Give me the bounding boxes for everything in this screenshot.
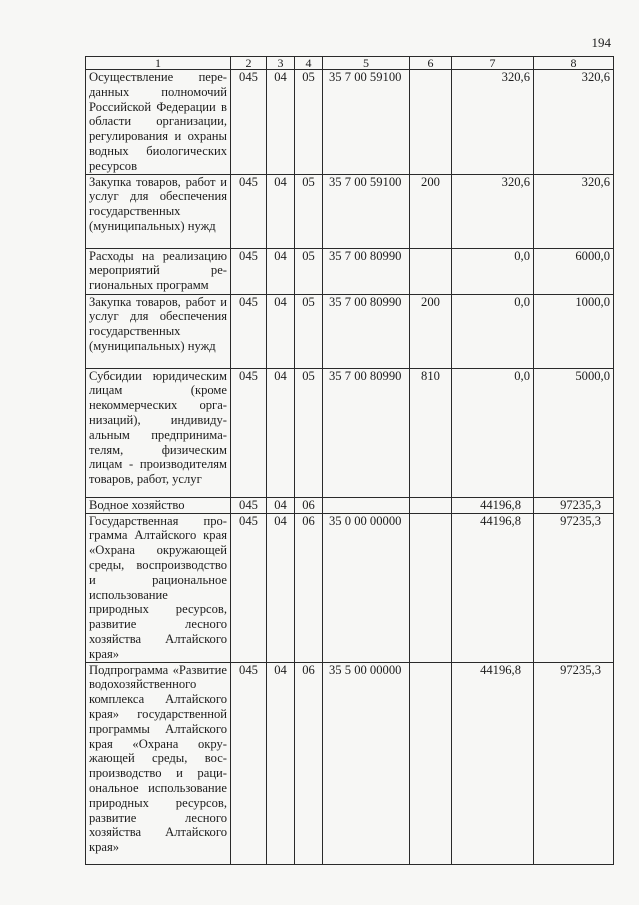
table-row (86, 294, 614, 368)
header-cell: 5 (323, 57, 410, 70)
amount-year-2: 320,6 (534, 174, 614, 248)
table-row (86, 174, 614, 248)
target-article-code: 35 7 00 80990 (323, 368, 410, 497)
ministry-code: 045 (231, 174, 267, 248)
section-code: 04 (267, 662, 295, 864)
amount-year-1: 0,0 (452, 248, 534, 294)
subsection-code: 06 (295, 513, 323, 662)
amount-year-2: 1000,0 (534, 294, 614, 368)
ministry-code: 045 (231, 497, 267, 513)
amount-year-2: 5000,0 (534, 368, 614, 497)
target-article-code (323, 497, 410, 513)
ministry-code: 045 (231, 248, 267, 294)
header-cell: 4 (295, 57, 323, 70)
amount-year-2: 97235,3 (534, 662, 614, 864)
table-row (86, 248, 614, 294)
expense-type-code (410, 497, 452, 513)
item-name: Подпрограмма «Развитие водохозяйственного комплекса Алтайского края» государственной программы Алтайского края «Охрана окружающей среды, воспроизводство и рациональное использование природных ресурсов, развитие лесного хозяйства Алтайского края» (86, 662, 231, 864)
expense-type-code (410, 662, 452, 864)
subsection-code: 06 (295, 662, 323, 864)
table-row (86, 368, 614, 497)
section-code: 04 (267, 70, 295, 175)
amount-year-2: 6000,0 (534, 248, 614, 294)
target-article-code: 35 7 00 80990 (323, 248, 410, 294)
table-row (86, 70, 614, 175)
page-number: 194 (591, 35, 611, 50)
item-name: Водное хозяйство (86, 497, 231, 513)
section-code: 04 (267, 294, 295, 368)
header-cell: 1 (86, 57, 231, 70)
target-article-code: 35 5 00 00000 (323, 662, 410, 864)
header-cell: 7 (452, 57, 534, 70)
expense-type-code (410, 248, 452, 294)
subsection-code: 05 (295, 174, 323, 248)
table-row (86, 662, 614, 864)
item-name: Закупка товаров, работ и услуг для обеспечения государственных (муниципальных) нужд (86, 174, 231, 248)
item-name: Расходы на реализацию мероприятий региональных программ (86, 248, 231, 294)
header-cell: 2 (231, 57, 267, 70)
item-name: Субсидии юридическим лицам (кроме некоммерческих организаций), индивидуальным предпринимателям, физическим лицам - производителям товаров, работ, услуг (86, 368, 231, 497)
item-name: Государственная программа Алтайского края «Охрана окружающей среды, воспроизводство и рациональное использование природных ресурсов, развитие лесного хозяйства Алтайского края» (86, 513, 231, 662)
amount-year-1: 44196,8 (452, 513, 534, 662)
target-article-code: 35 0 00 00000 (323, 513, 410, 662)
section-code: 04 (267, 368, 295, 497)
table-header-row (86, 57, 614, 70)
amount-year-1: 44196,8 (452, 497, 534, 513)
section-code: 04 (267, 497, 295, 513)
expense-type-code: 810 (410, 368, 452, 497)
item-name: Закупка товаров, работ и услуг для обеспечения государственных (муниципальных) нужд (86, 294, 231, 368)
target-article-code: 35 7 00 80990 (323, 294, 410, 368)
amount-year-1: 320,6 (452, 70, 534, 175)
ministry-code: 045 (231, 368, 267, 497)
amount-year-1: 0,0 (452, 368, 534, 497)
ministry-code: 045 (231, 294, 267, 368)
subsection-code: 05 (295, 70, 323, 175)
section-code: 04 (267, 248, 295, 294)
expense-type-code (410, 513, 452, 662)
ministry-code: 045 (231, 70, 267, 175)
amount-year-1: 320,6 (452, 174, 534, 248)
amount-year-2: 320,6 (534, 70, 614, 175)
amount-year-1: 44196,8 (452, 662, 534, 864)
ministry-code: 045 (231, 513, 267, 662)
header-cell: 3 (267, 57, 295, 70)
expense-type-code: 200 (410, 294, 452, 368)
header-cell: 8 (534, 57, 614, 70)
section-code: 04 (267, 513, 295, 662)
ministry-code: 045 (231, 662, 267, 864)
expense-type-code: 200 (410, 174, 452, 248)
target-article-code: 35 7 00 59100 (323, 174, 410, 248)
amount-year-2: 97235,3 (534, 513, 614, 662)
budget-table (85, 56, 614, 865)
table-row (86, 497, 614, 513)
subsection-code: 05 (295, 368, 323, 497)
expense-type-code (410, 70, 452, 175)
header-cell: 6 (410, 57, 452, 70)
subsection-code: 06 (295, 497, 323, 513)
table-row (86, 513, 614, 662)
item-name: Осуществление переданных полномочий Российской Федерации в области организации, регулирования и охраны водных биологических ресурсов (86, 70, 231, 175)
subsection-code: 05 (295, 294, 323, 368)
amount-year-1: 0,0 (452, 294, 534, 368)
section-code: 04 (267, 174, 295, 248)
target-article-code: 35 7 00 59100 (323, 70, 410, 175)
subsection-code: 05 (295, 248, 323, 294)
amount-year-2: 97235,3 (534, 497, 614, 513)
